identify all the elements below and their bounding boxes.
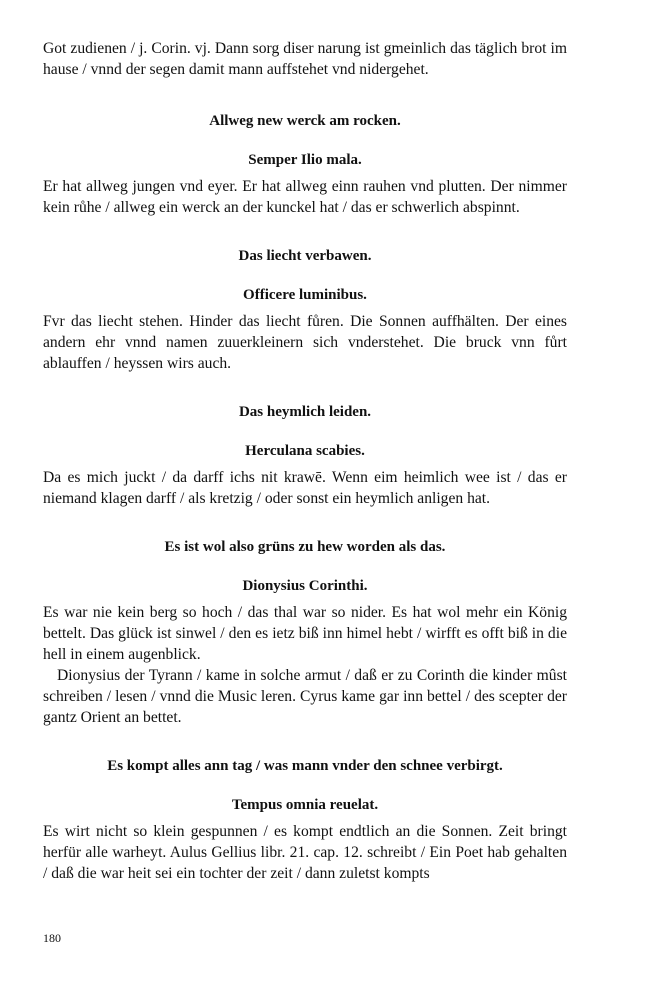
entry-5-heading-german: Es kompt alles ann tag / was mann vnder den schnee verbirgt. <box>107 758 503 774</box>
entry-3-heading-german: Das heymlich leiden. <box>238 404 372 420</box>
entry-1-heading-german: Allweg new werck am rocken. <box>209 113 401 129</box>
page-number: 180 <box>43 931 61 945</box>
entry-1-paragraph: Er hat allweg jungen vnd eyer. Er hat allweg einn rauhen vnd plutten. Der nimmer kein růhe / allweg ein werck an der kunckel hat / das er schwerlich abspinnt. <box>43 178 567 216</box>
entry-4-heading-german: Es ist wol also grüns zu hew worden als das. <box>164 539 446 555</box>
entry-3-paragraph: Da es mich juckt / da darff ichs nit krawē. Wenn eim heimlich wee ist / das er niemand klagen darff / als kretzig / oder sonst ein heymlich anligen hat. <box>43 469 567 507</box>
intro-paragraph: Got zudienen / j. Corin. vj. Dann sorg diser narung ist gmeinlich das täglich brot im hause / vnnd der segen damit mann auffstehet vnd nidergehet. <box>43 40 567 78</box>
entry-2-heading-german: Das liecht verbawen. <box>238 248 372 264</box>
page-body <box>43 38 567 884</box>
entry-5-heading-latin: Tempus omnia reuelat. <box>231 797 379 813</box>
entry-2-paragraph: Fvr das liecht stehen. Hinder das liecht fůren. Die Sonnen auffhälten. Der eines andern ehr vnnd namen zuuerkleinern sich vnderstehet. Die bruck vnn fůrt ablauffen / heyssen wirs auch. <box>43 313 567 372</box>
entry-4-heading-latin: Dionysius Corinthi. <box>242 578 368 594</box>
entry-2-heading-latin: Officere luminibus. <box>243 287 367 303</box>
entry-4-paragraph-2: Dionysius der Tyrann / kame in solche armut / daß er zu Corinth die kinder mûst schreiben / lesen / vnnd die Music leren. Cyrus kame gar inn bettel / des scepter der gantz Orient an bettet. <box>43 667 567 726</box>
entry-4-paragraph-1: Es war nie kein berg so hoch / das thal war so nider. Es hat wol mehr ein König bettelt. Das glück ist sinwel / den es ietz biß inn himel hebt / wirfft es offt biß in die hell in einem augenblick. <box>43 604 567 663</box>
entry-5-paragraph: Es wirt nicht so klein gespunnen / es kompt endtlich an die Sonnen. Zeit bringt herfür alle warheyt. Aulus Gellius libr. 21. cap. 12. schreibt / Ein Poet hab gehalten / daß die war heit sei ein tochter der zeit / dann zuletst kompts <box>43 823 567 882</box>
entry-3-heading-latin: Herculana scabies. <box>245 443 365 459</box>
entry-1-heading-latin: Semper Ilio mala. <box>248 152 362 168</box>
